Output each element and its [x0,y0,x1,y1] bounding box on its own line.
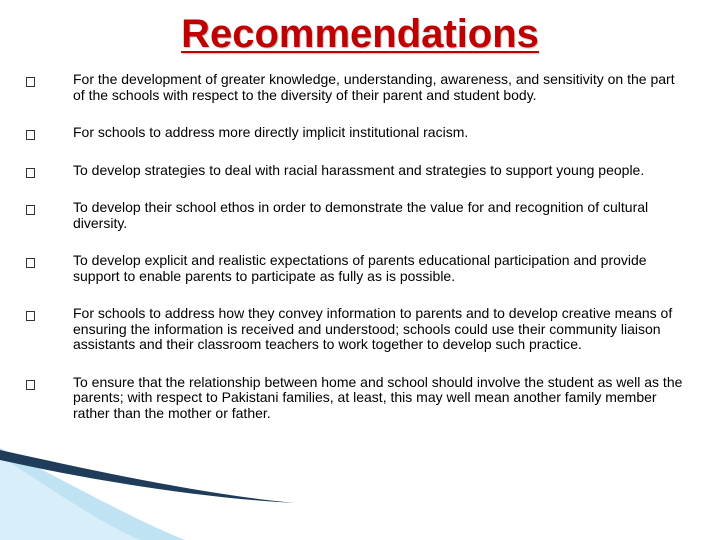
list-item [20,253,690,284]
bullet-text: To develop their school ethos in order to demonstrate the value for and recognition of cultural diversity. [73,199,649,231]
bullet-text: To develop strategies to deal with racial harassment and strategies to support young people. [73,161,645,178]
list-item [20,125,690,141]
list-item [20,375,690,422]
checkbox-bullet-icon [26,205,35,215]
checkbox-bullet-icon [26,258,35,268]
recommendations-list [20,72,690,421]
list-item [20,200,690,231]
checkbox-bullet-icon [26,380,35,390]
bullet-text: To ensure that the relationship between home and school should involve the student as well as the parents; with respect to Pakistani families, at least, this may well mean another family member rather than the mother or father. [73,373,683,421]
swoosh-decoration [0,448,300,540]
list-item [20,163,690,179]
bullet-text: For schools to address more directly implicit institutional racism. [73,124,469,140]
checkbox-bullet-icon [26,130,35,140]
list-item [20,306,690,353]
bullet-text: For the development of greater knowledge, understanding, awareness, and sensitivity on the part of the schools with respect to the diversity of their parent and student body. [73,71,675,103]
checkbox-bullet-icon [26,168,35,178]
bullet-text: To develop explicit and realistic expectations of parents educational participation and provide support to enable parents to participate as fully as is possible. [73,252,647,284]
list-item [20,72,690,103]
slide-title: Recommendations [181,12,539,56]
bullet-text: For schools to address how they convey information to parents and to develop creative means of ensuring the information is received and understood; schools could use their community liaison assistants and their classroom teachers to work together to develop such practice. [73,305,673,352]
checkbox-bullet-icon [26,77,35,87]
checkbox-bullet-icon [26,311,35,321]
